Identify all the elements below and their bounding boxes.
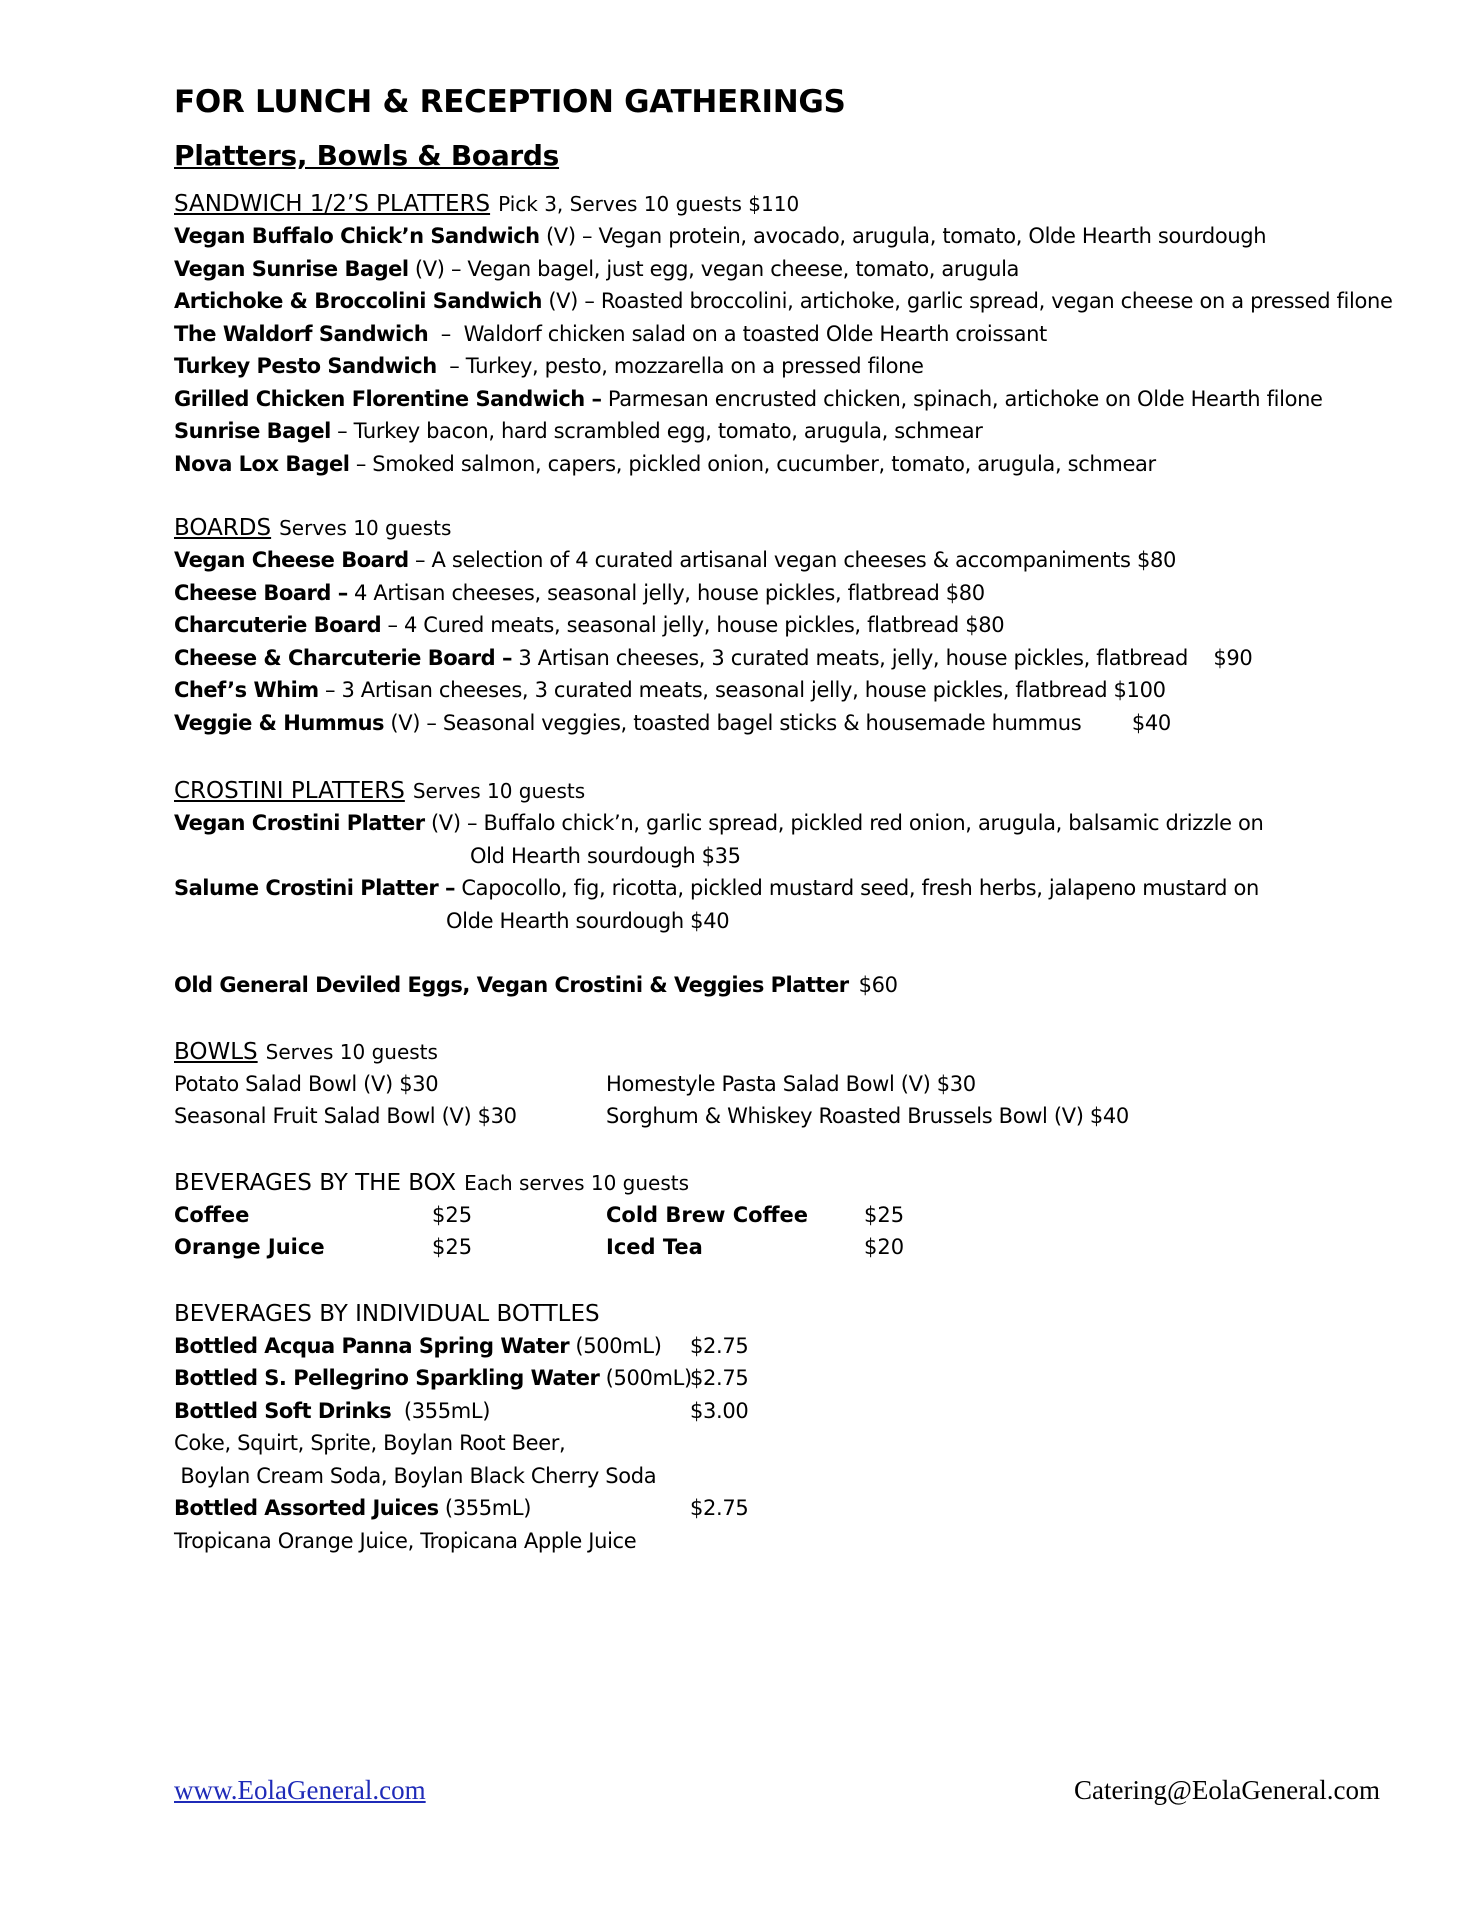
- menu-item: [174, 674, 1424, 707]
- sandwich-heading: SANDWICH 1/2’S PLATTERS: [174, 191, 491, 217]
- bottle-size: (500mL): [569, 1333, 662, 1358]
- item-desc: – Smoked salmon, capers, pickled onion, cucumber, tomato, arugula, schmear: [349, 451, 1156, 476]
- bottle-size: (355mL): [391, 1398, 491, 1423]
- item-name: Veggie & Hummus: [174, 710, 385, 735]
- bottle-name: Bottled Acqua Panna Spring Water: [174, 1333, 570, 1358]
- bowl-row: [174, 1068, 1424, 1101]
- item-name: Vegan Sunrise Bagel: [174, 256, 409, 281]
- section-heading: [174, 1036, 1424, 1068]
- menu-item: [174, 577, 1424, 610]
- item-name: Chef’s Whim: [174, 678, 319, 702]
- beverage-price: $25: [432, 1202, 473, 1227]
- menu-item: [174, 448, 1424, 481]
- sandwich-note: Pick 3, Serves 10 guests $110: [498, 192, 800, 216]
- menu-item: [174, 220, 1424, 253]
- menu-item: [174, 807, 1424, 840]
- bottle-row: [174, 1492, 1424, 1525]
- item-desc: – 4 Cured meats, seasonal jelly, house pickles, flatbread $80: [381, 613, 1005, 637]
- juice-list: Tropicana Orange Juice, Tropicana Apple Juice: [174, 1528, 637, 1553]
- bottle-price: $2.75: [690, 1496, 749, 1520]
- boards-note: Serves 10 guests: [279, 516, 452, 540]
- page-subtitle: Platters, Bowls & Boards: [174, 139, 560, 172]
- bowls-heading: BOWLS: [174, 1038, 258, 1065]
- website-link[interactable]: www.EolaGeneral.com: [174, 1775, 426, 1805]
- deviled-eggs-item: [174, 969, 1424, 1002]
- bottles-heading: BEVERAGES BY INDIVIDUAL BOTTLES: [174, 1300, 600, 1327]
- bottle-price: $3.00: [690, 1398, 749, 1423]
- menu-item: [174, 872, 1424, 905]
- section-heading: [174, 1167, 1424, 1199]
- item-name: Cheese Board –: [174, 580, 348, 605]
- item-desc: 3 Artisan cheeses, 3 curated meats, jelly, house pickles, flatbread $90: [512, 645, 1253, 670]
- item-name: Artichoke & Broccolini Sandwich: [174, 289, 542, 313]
- item-name: Vegan Cheese Board: [174, 548, 409, 572]
- bowls-note: Serves 10 guests: [265, 1039, 438, 1064]
- boards-section: [174, 512, 1424, 739]
- bottle-name: Bottled S. Pellegrino Sparkling Water: [174, 1366, 600, 1390]
- item-desc: 4 Artisan cheeses, seasonal jelly, house pickles, flatbread $80: [347, 580, 985, 605]
- box-beverages-section: [174, 1167, 1424, 1264]
- bottle-row: [174, 1362, 1424, 1395]
- beverage-price: $25: [864, 1202, 905, 1227]
- bowls-section: [174, 1036, 1424, 1133]
- menu-item: [174, 642, 1424, 675]
- beverage-price: $20: [864, 1235, 905, 1259]
- bowl-item: Sorghum & Whiskey Roasted Brussels Bowl (V) $40: [606, 1104, 1129, 1128]
- box-note: Each serves 10 guests: [464, 1170, 690, 1195]
- bottle-price: $2.75: [690, 1366, 749, 1390]
- menu-item: [174, 253, 1424, 286]
- bottles-section: [174, 1298, 1424, 1558]
- bottle-name: Bottled Assorted Juices: [174, 1496, 439, 1520]
- box-heading: BEVERAGES BY THE BOX: [174, 1169, 457, 1196]
- beverage-row: [174, 1231, 1424, 1264]
- bottle-name: Bottled Soft Drinks: [174, 1398, 392, 1423]
- footer: [174, 1775, 1380, 1811]
- item-name: Turkey Pesto Sandwich: [174, 354, 437, 378]
- bottle-size: (500mL): [599, 1366, 692, 1390]
- item-name: Grilled Chicken Florentine Sandwich –: [174, 386, 602, 411]
- item-desc: – 3 Artisan cheeses, 3 curated meats, seasonal jelly, house pickles, flatbread $100: [318, 678, 1166, 702]
- menu-item: [174, 350, 1424, 383]
- item-price: $60: [858, 973, 898, 997]
- menu-item: [174, 318, 1424, 351]
- menu-item: [174, 609, 1424, 642]
- item-name: Vegan Crostini Platter: [174, 811, 425, 835]
- crostini-note: Serves 10 guests: [412, 779, 586, 803]
- bottle-row: [174, 1395, 1424, 1428]
- beverage-price: $25: [432, 1235, 473, 1259]
- item-desc: Capocollo, fig, ricotta, pickled mustard seed, fresh herbs, jalapeno mustard on: [455, 876, 1259, 900]
- sandwich-section: [174, 188, 1424, 480]
- section-heading: [174, 775, 1424, 807]
- item-name: Old General Deviled Eggs, Vegan Crostini & Veggies Platter: [174, 973, 849, 997]
- item-name: The Waldorf Sandwich: [174, 321, 429, 346]
- beverage-row: [174, 1199, 1424, 1232]
- item-desc: – Turkey bacon, hard scrambled egg, tomato, arugula, schmear: [330, 419, 983, 443]
- item-desc: (V) – Vegan protein, avocado, arugula, tomato, Olde Hearth sourdough: [539, 224, 1267, 248]
- section-heading: [174, 188, 1424, 220]
- item-name: Salume Crostini Platter –: [174, 876, 456, 900]
- item-desc: – Turkey, pesto, mozzarella on a pressed filone: [436, 354, 924, 378]
- soft-drink-list: Boylan Cream Soda, Boylan Black Cherry Soda: [174, 1463, 657, 1488]
- item-desc: – Waldorf chicken salad on a toasted Olde Hearth croissant: [428, 321, 1047, 346]
- item-continuation: Olde Hearth sourdough $40: [446, 908, 730, 933]
- bottle-row: [174, 1330, 1424, 1363]
- item-desc: Parmesan encrusted chicken, spinach, artichoke on Olde Hearth filone: [601, 386, 1323, 411]
- item-name: Nova Lox Bagel: [174, 451, 350, 476]
- item-name: Charcuterie Board: [174, 613, 382, 637]
- section-heading: [174, 512, 1424, 544]
- crostini-heading: CROSTINI PLATTERS: [174, 778, 405, 804]
- bottle-price: $2.75: [690, 1333, 749, 1358]
- menu-item: [174, 285, 1424, 318]
- beverage-name: Coffee: [174, 1202, 250, 1227]
- crostini-section: [174, 775, 1424, 937]
- item-name: Cheese & Charcuterie Board –: [174, 645, 513, 670]
- item-continuation: Old Hearth sourdough $35: [470, 843, 741, 868]
- menu-page: [174, 80, 1424, 1557]
- item-name: Vegan Buffalo Chick’n Sandwich: [174, 224, 540, 248]
- bowl-row: [174, 1100, 1424, 1133]
- beverage-name: Iced Tea: [606, 1235, 703, 1259]
- item-desc: (V) – Seasonal veggies, toasted bagel sticks & housemade hummus $40: [384, 710, 1171, 735]
- beverage-name: Cold Brew Coffee: [606, 1202, 809, 1227]
- page-title: FOR LUNCH & RECEPTION GATHERINGS: [174, 84, 846, 120]
- item-desc: (V) – Vegan bagel, just egg, vegan cheese, tomato, arugula: [408, 256, 1020, 281]
- item-desc: (V) – Buffalo chick’n, garlic spread, pickled red onion, arugula, balsamic drizzle on: [424, 811, 1264, 835]
- menu-item: [174, 383, 1424, 416]
- bowl-item: Potato Salad Bowl (V) $30: [174, 1071, 439, 1096]
- menu-item: [174, 544, 1424, 577]
- boards-heading: BOARDS: [174, 515, 272, 541]
- bowl-item: Seasonal Fruit Salad Bowl (V) $30: [174, 1104, 517, 1128]
- bottle-size: (355mL): [438, 1496, 532, 1520]
- item-desc: – A selection of 4 curated artisanal vegan cheeses & accompaniments $80: [408, 548, 1176, 572]
- beverage-name: Orange Juice: [174, 1235, 325, 1259]
- item-desc: (V) – Roasted broccolini, artichoke, garlic spread, vegan cheese on a pressed filone: [542, 289, 1393, 313]
- soft-drink-list: Coke, Squirt, Sprite, Boylan Root Beer,: [174, 1431, 566, 1455]
- bowl-item: Homestyle Pasta Salad Bowl (V) $30: [606, 1071, 976, 1096]
- email-address: Catering@EolaGeneral.com: [1074, 1775, 1380, 1805]
- menu-item: [174, 415, 1424, 448]
- menu-item: [174, 707, 1424, 740]
- item-name: Sunrise Bagel: [174, 419, 331, 443]
